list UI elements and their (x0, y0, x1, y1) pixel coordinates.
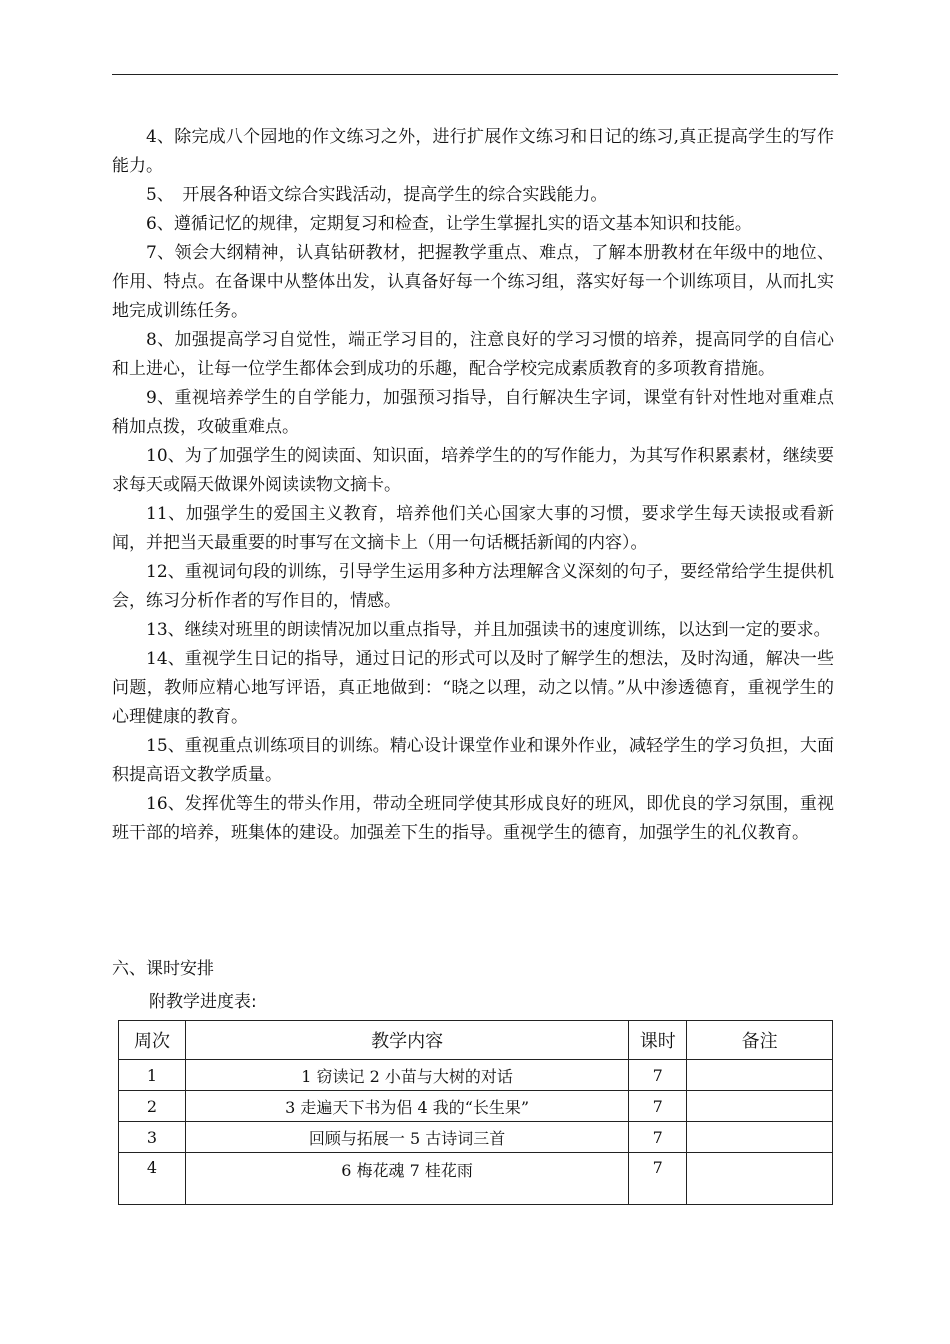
cell-content: 6 梅花魂 7 桂花雨 (185, 1153, 628, 1205)
cell-notes (687, 1060, 833, 1091)
header-notes: 备注 (687, 1021, 833, 1060)
paragraph-11: 11、加强学生的爱国主义教育，培养他们关心国家大事的习惯，要求学生每天读报或看新闻，并把当天最重要的时事写在文摘卡上（用一句话概括新闻的内容）。 (112, 504, 834, 553)
paragraph-13: 13、继续对班里的朗读情况加以重点指导，并且加强读书的速度训练，以达到一定的要求。 (146, 620, 831, 640)
table-row (119, 1153, 833, 1205)
paragraph-16: 16、发挥优等生的带头作用，带动全班同学使其形成良好的班风，即优良的学习氛围，重视班干部的培养，班集体的建设。加强差下生的指导。重视学生的德育，加强学生的礼仪教育。 (112, 794, 834, 843)
table-caption: 附教学进度表: (149, 992, 257, 1012)
table-row (119, 1091, 833, 1122)
cell-hours: 7 (629, 1091, 687, 1122)
cell-hours: 7 (629, 1060, 687, 1091)
table-row (119, 1122, 833, 1153)
body-text (112, 123, 834, 848)
cell-notes (687, 1122, 833, 1153)
cell-content: 1 窃读记 2 小苗与大树的对话 (185, 1060, 628, 1091)
paragraph-10: 10、为了加强学生的阅读面、知识面，培养学生的的写作能力，为其写作积累素材，继续要求每天或隔天做课外阅读读物文摘卡。 (112, 446, 834, 495)
paragraph-15: 15、重视重点训练项目的训练。精心设计课堂作业和课外作业，减轻学生的学习负担，大面积提高语文教学质量。 (112, 736, 834, 785)
paragraph-12: 12、重视词句段的训练，引导学生运用多种方法理解含义深刻的句子，要经常给学生提供机会，练习分析作者的写作目的，情感。 (112, 562, 834, 611)
schedule-table (118, 1020, 833, 1205)
header-week: 周次 (119, 1021, 186, 1060)
cell-hours: 7 (629, 1153, 687, 1205)
cell-week: 3 (119, 1122, 186, 1153)
paragraph-8: 8、加强提高学习自觉性，端正学习目的，注意良好的学习习惯的培养，提高同学的自信心和上进心，让每一位学生都体会到成功的乐趣，配合学校完成素质教育的多项教育措施。 (112, 330, 834, 379)
cell-hours: 7 (629, 1122, 687, 1153)
cell-week: 4 (119, 1153, 186, 1205)
cell-notes (687, 1153, 833, 1205)
section-title: 六、课时安排 (112, 959, 214, 979)
header-rule (112, 74, 838, 75)
paragraph-6: 6、遵循记忆的规律，定期复习和检查，让学生掌握扎实的语文基本知识和技能。 (146, 214, 752, 234)
table-row (119, 1060, 833, 1091)
paragraph-4: 4、除完成八个园地的作文练习之外，进行扩展作文练习和日记的练习,真正提高学生的写作能力。 (112, 127, 834, 176)
paragraph-9: 9、重视培养学生的自学能力，加强预习指导，自行解决生字词，课堂有针对性地对重难点稍加点拨，攻破重难点。 (112, 388, 834, 437)
table-header-row (119, 1021, 833, 1060)
cell-week: 1 (119, 1060, 186, 1091)
header-hours: 课时 (629, 1021, 687, 1060)
paragraph-5: 5、 开展各种语文综合实践活动，提高学生的综合实践能力。 (146, 185, 608, 205)
paragraph-14: 14、重视学生日记的指导，通过日记的形式可以及时了解学生的想法，及时沟通，解决一些问题，教师应精心地写评语，真正地做到：“晓之以理，动之以情。”从中渗透德育，重视学生的心理健康的教育。 (112, 649, 834, 727)
cell-content: 3 走遍天下书为侣 4 我的“长生果” (185, 1091, 628, 1122)
cell-notes (687, 1091, 833, 1122)
cell-content: 回顾与拓展一 5 古诗词三首 (185, 1122, 628, 1153)
cell-week: 2 (119, 1091, 186, 1122)
header-content: 教学内容 (185, 1021, 628, 1060)
paragraph-7: 7、领会大纲精神，认真钻研教材，把握教学重点、难点，了解本册教材在年级中的地位、作用、特点。在备课中从整体出发，认真备好每一个练习组，落实好每一个训练项目，从而扎实地完成训练任务。 (112, 243, 834, 321)
